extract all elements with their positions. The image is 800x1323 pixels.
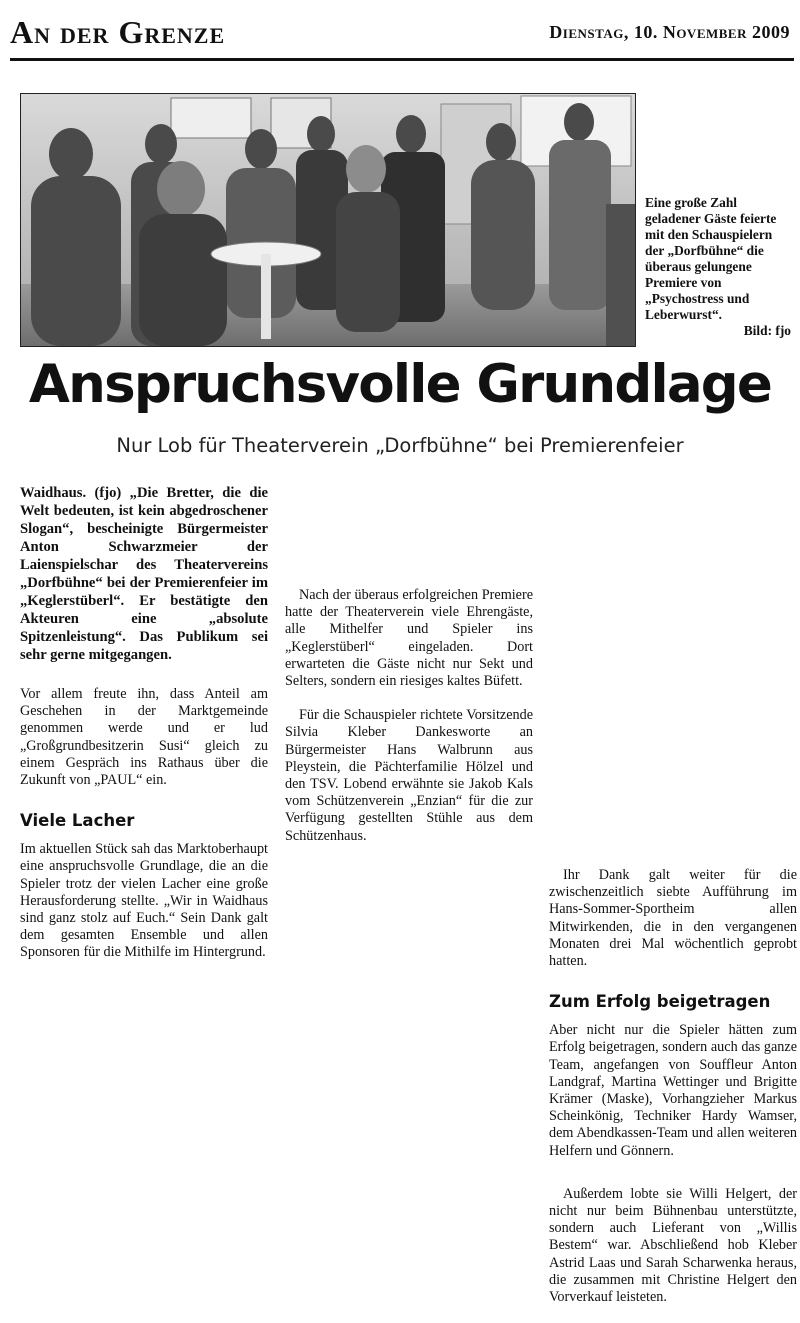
masthead-rule: [10, 58, 794, 61]
article-column-3: [549, 484, 797, 1323]
masthead: [0, 0, 800, 62]
photo-caption: [645, 195, 791, 339]
article-column-2: [285, 484, 533, 862]
caption-text: Eine große Zahl geladener Gäste feierte mit den Schauspielern der „Dorfbühne“ die überaus gelungene Premiere von „Psychostress und Leberwurst“.: [645, 195, 777, 322]
lead-paragraph: Waidhaus. (fjo) „Die Bretter, die die Welt bedeuten, ist kein abgedroschener Slogan“, bescheinigte Bürgermeister Anton Schwarzmeier der Laienspielschar des Theatervereins „Dorfbühne“ bei der Premierenfeier im „Keglerstüberl“. Er bestätigte den Akteuren eine „absolute Spitzenleistung“. Das Publikum sei sehr gerne mitgegangen.: [20, 485, 268, 663]
section-heading-viele-lacher: Viele Lacher: [20, 811, 135, 831]
body-paragraph: Ihr Dank galt weiter für die zwischenzeitlich siebte Aufführung im Hans-Sommer-Sportheim allen Mitwirkenden, die in den vergangenen Monaten drei Mal wöchentlich geprobt hatten.: [549, 867, 797, 970]
section-heading-zum-erfolg: Zum Erfolg beigetragen: [549, 992, 771, 1012]
body-paragraph: Im aktuellen Stück sah das Marktoberhaupt eine anspruchsvolle Grundlage, die an die Spieler trotz der vielen Lacher eine große Herausforderung stellte. „Wir in Waidhaus sind ganz stolz auf Euch.“ Sein Dank galt dem gesamten Ensemble und allen Sponsoren für die Mithilfe im Hintergrund.: [20, 841, 268, 961]
section-title: An der Grenze: [10, 14, 226, 50]
body-paragraph: Vor allem freute ihn, dass Anteil am Geschehen in der Marktgemeinde genommen werde und er lud „Großgrundbesitzerin Susi“ gleich zu einem Gespräch ins Rathaus über die Zukunft von „PAUL“ ein.: [20, 686, 268, 789]
article-photo: [20, 93, 636, 347]
article-column-1: [20, 484, 268, 979]
body-paragraph: Aber nicht nur die Spieler hätten zum Erfolg beigetragen, sondern auch das ganze Team, angefangen von Souffleur Anton Landgraf, Martina Wettinger und Brigitte Krämer (Maske), Vorhangzieher Markus Scheinkönig, Techniker Hardy Wamser, dem Abendkassen-Team und allen weiteren Helfern und Gönnern.: [549, 1022, 797, 1159]
subheadline: Nur Lob für Theaterverein „Dorfbühne“ bei Premierenfeier: [116, 434, 684, 457]
body-paragraph: Außerdem lobte sie Willi Helgert, der nicht nur beim Bühnenbau unterstützte, sondern auch Lieferant von „Willis Bestem“ war. Abschließend hob Kleber Astrid Laas und Sarah Scharwenka heraus, die zusammen mit Christine Helgert den Vorverkauf leisteten.: [549, 1185, 797, 1306]
body-paragraph: Nach der überaus erfolgreichen Premiere hatte der Theaterverein viele Ehrengäste, alle Mithelfer und Spieler ins „Keglerstüberl“ eingeladen. Dort erwarteten die Gäste nicht nur Sekt und Selters, sondern ein riesiges kaltes Büfett.: [285, 587, 533, 690]
body-paragraph: Für die Schauspieler richtete Vorsitzende Silvia Kleber Dankesworte an Bürgermeister Hans Walbrunn aus Pleystein, die Pächterfamilie Hölzel und den TSV. Lobend erwähnte sie Jakob Kals vom Schützenverein „Enzian“ für die zur Verfügung gestellten Stühle aus dem Schützenhaus.: [285, 707, 533, 844]
photo-illustration: [21, 94, 635, 346]
headline: Anspruchsvolle Grundlage: [28, 354, 772, 415]
issue-date: Dienstag, 10. November 2009: [549, 22, 790, 42]
photo-credit: Bild: fjo: [743, 323, 791, 338]
